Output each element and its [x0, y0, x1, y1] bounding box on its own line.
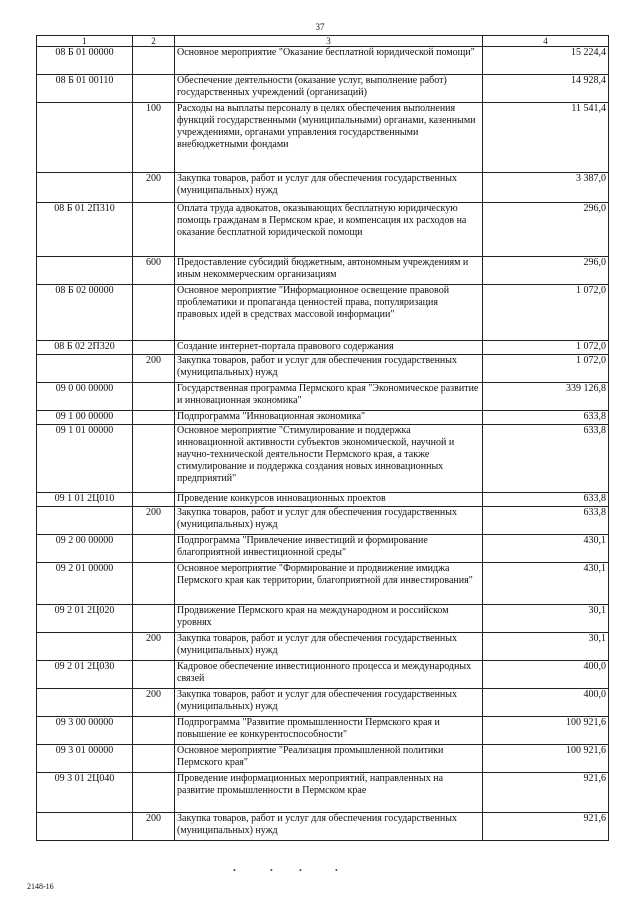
expense-description: Закупка товаров, работ и услуг для обеспечения государственных (муниципальных) нужд	[175, 813, 483, 841]
target-article-code	[37, 689, 133, 717]
scan-mark: •	[335, 866, 338, 875]
table-row	[37, 493, 609, 507]
expense-type-code	[133, 717, 175, 745]
target-article-code: 09 3 00 00000	[37, 717, 133, 745]
expense-description: Основное мероприятие "Информационное освещение правовой проблематики и пропаганда ценностей права, популяризация правовых идей в средствах массовой информации"	[175, 285, 483, 341]
table-row	[37, 689, 609, 717]
budget-table	[36, 35, 609, 841]
expense-type-code	[133, 425, 175, 493]
expense-type-code	[133, 47, 175, 75]
amount-value: 11 541,4	[483, 103, 609, 173]
table-row	[37, 535, 609, 563]
column-header-3: 3	[175, 36, 483, 47]
expense-description: Основное мероприятие "Стимулирование и поддержка инновационной активности субъектов экономической, научной и научно-технической деятельности Пермского края, а также стимулирование и поддержка создания новых инновационных предприятий"	[175, 425, 483, 493]
expense-description: Расходы на выплаты персоналу в целях обеспечения выполнения функций государственными (муниципальными) органами, казенными учреждениями, органами управления государственными внебюджетными фондами	[175, 103, 483, 173]
target-article-code: 08 Б 01 2П310	[37, 203, 133, 257]
expense-description: Закупка товаров, работ и услуг для обеспечения государственных (муниципальных) нужд	[175, 355, 483, 383]
table-row	[37, 355, 609, 383]
table-row	[37, 47, 609, 75]
expense-type-code: 200	[133, 173, 175, 203]
expense-description: Государственная программа Пермского края "Экономическое развитие и инновационная экономика"	[175, 383, 483, 411]
table-row	[37, 257, 609, 285]
expense-description: Проведение информационных мероприятий, направленных на развитие промышленности в Пермском крае	[175, 773, 483, 813]
table-row	[37, 813, 609, 841]
target-article-code: 09 0 00 00000	[37, 383, 133, 411]
table-row	[37, 507, 609, 535]
expense-type-code: 200	[133, 355, 175, 383]
expense-type-code	[133, 563, 175, 605]
table-row	[37, 383, 609, 411]
amount-value: 633,8	[483, 493, 609, 507]
expense-description: Основное мероприятие "Оказание бесплатной юридической помощи"	[175, 47, 483, 75]
expense-type-code	[133, 383, 175, 411]
amount-value: 30,1	[483, 633, 609, 661]
table-body	[37, 47, 609, 841]
target-article-code: 09 2 01 2Ц020	[37, 605, 133, 633]
target-article-code	[37, 173, 133, 203]
amount-value: 15 224,4	[483, 47, 609, 75]
table-row	[37, 425, 609, 493]
amount-value: 30,1	[483, 605, 609, 633]
table-row	[37, 745, 609, 773]
expense-type-code	[133, 773, 175, 813]
table-row	[37, 661, 609, 689]
amount-value: 296,0	[483, 257, 609, 285]
table-row	[37, 563, 609, 605]
expense-description: Обеспечение деятельности (оказание услуг, выполнение работ) государственных учреждений (организаций)	[175, 75, 483, 103]
column-header-2: 2	[133, 36, 175, 47]
expense-description: Закупка товаров, работ и услуг для обеспечения государственных (муниципальных) нужд	[175, 633, 483, 661]
expense-description: Подпрограмма "Привлечение инвестиций и формирование благоприятной инвестиционной среды"	[175, 535, 483, 563]
target-article-code: 08 Б 02 2П320	[37, 341, 133, 355]
expense-type-code	[133, 75, 175, 103]
target-article-code: 09 1 00 00000	[37, 411, 133, 425]
expense-type-code	[133, 203, 175, 257]
expense-type-code: 200	[133, 689, 175, 717]
expense-type-code	[133, 745, 175, 773]
expense-type-code	[133, 661, 175, 689]
amount-value: 430,1	[483, 535, 609, 563]
target-article-code: 08 Б 01 00110	[37, 75, 133, 103]
target-article-code	[37, 813, 133, 841]
column-header-1: 1	[37, 36, 133, 47]
target-article-code: 09 2 01 00000	[37, 563, 133, 605]
scan-mark: •	[299, 866, 302, 875]
amount-value: 921,6	[483, 773, 609, 813]
amount-value: 1 072,0	[483, 285, 609, 341]
amount-value: 296,0	[483, 203, 609, 257]
target-article-code: 09 1 01 00000	[37, 425, 133, 493]
expense-type-code	[133, 411, 175, 425]
table-row	[37, 75, 609, 103]
target-article-code: 08 Б 01 00000	[37, 47, 133, 75]
table-row	[37, 341, 609, 355]
scan-mark: •	[270, 866, 273, 875]
expense-description: Оплата труда адвокатов, оказывающих бесплатную юридическую помощь гражданам в Пермском крае, и компенсация их расходов на оказание бесплатной юридической помощи	[175, 203, 483, 257]
amount-value: 3 387,0	[483, 173, 609, 203]
expense-description: Закупка товаров, работ и услуг для обеспечения государственных (муниципальных) нужд	[175, 173, 483, 203]
column-header-4: 4	[483, 36, 609, 47]
expense-description: Проведение конкурсов инновационных проектов	[175, 493, 483, 507]
target-article-code	[37, 633, 133, 661]
expense-type-code: 200	[133, 507, 175, 535]
table-row	[37, 717, 609, 745]
amount-value: 633,8	[483, 507, 609, 535]
table-row	[37, 103, 609, 173]
page-number: 37	[315, 22, 325, 32]
expense-description: Основное мероприятие "Реализация промышленной политики Пермского края"	[175, 745, 483, 773]
amount-value: 633,8	[483, 411, 609, 425]
expense-description: Подпрограмма "Развитие промышленности Пермского края и повышение ее конкурентоспособности"	[175, 717, 483, 745]
table-row	[37, 203, 609, 257]
column-header-row	[37, 36, 609, 47]
amount-value: 100 921,6	[483, 745, 609, 773]
expense-type-code: 600	[133, 257, 175, 285]
amount-value: 400,0	[483, 661, 609, 689]
table-row	[37, 173, 609, 203]
table-row	[37, 773, 609, 813]
target-article-code	[37, 103, 133, 173]
target-article-code: 09 3 01 2Ц040	[37, 773, 133, 813]
amount-value: 14 928,4	[483, 75, 609, 103]
target-article-code	[37, 507, 133, 535]
amount-value: 339 126,8	[483, 383, 609, 411]
amount-value: 1 072,0	[483, 341, 609, 355]
amount-value: 100 921,6	[483, 717, 609, 745]
expense-type-code: 100	[133, 103, 175, 173]
amount-value: 400,0	[483, 689, 609, 717]
target-article-code: 09 3 01 00000	[37, 745, 133, 773]
expense-description: Кадровое обеспечение инвестиционного процесса и международных связей	[175, 661, 483, 689]
amount-value: 430,1	[483, 563, 609, 605]
amount-value: 921,6	[483, 813, 609, 841]
expense-description: Закупка товаров, работ и услуг для обеспечения государственных (муниципальных) нужд	[175, 689, 483, 717]
amount-value: 633,8	[483, 425, 609, 493]
expense-description: Основное мероприятие "Формирование и продвижение имиджа Пермского края как территории, благоприятной для инвестирования"	[175, 563, 483, 605]
table-row	[37, 633, 609, 661]
target-article-code: 08 Б 02 00000	[37, 285, 133, 341]
expense-description: Продвижение Пермского края на международном и российском уровнях	[175, 605, 483, 633]
target-article-code	[37, 355, 133, 383]
expense-description: Предоставление субсидий бюджетным, автономным учреждениям и иным некоммерческим организациям	[175, 257, 483, 285]
target-article-code	[37, 257, 133, 285]
expense-type-code: 200	[133, 633, 175, 661]
expense-type-code	[133, 493, 175, 507]
table-row	[37, 411, 609, 425]
document-id: 2148-16	[27, 882, 54, 891]
target-article-code: 09 1 01 2Ц010	[37, 493, 133, 507]
expense-description: Создание интернет-портала правового содержания	[175, 341, 483, 355]
amount-value: 1 072,0	[483, 355, 609, 383]
expense-type-code	[133, 535, 175, 563]
scan-mark: •	[233, 866, 236, 875]
target-article-code: 09 2 01 2Ц030	[37, 661, 133, 689]
expense-type-code: 200	[133, 813, 175, 841]
expense-description: Закупка товаров, работ и услуг для обеспечения государственных (муниципальных) нужд	[175, 507, 483, 535]
table-row	[37, 605, 609, 633]
expense-description: Подпрограмма "Инновационная экономика"	[175, 411, 483, 425]
table-row	[37, 285, 609, 341]
target-article-code: 09 2 00 00000	[37, 535, 133, 563]
expense-type-code	[133, 341, 175, 355]
expense-type-code	[133, 285, 175, 341]
expense-type-code	[133, 605, 175, 633]
